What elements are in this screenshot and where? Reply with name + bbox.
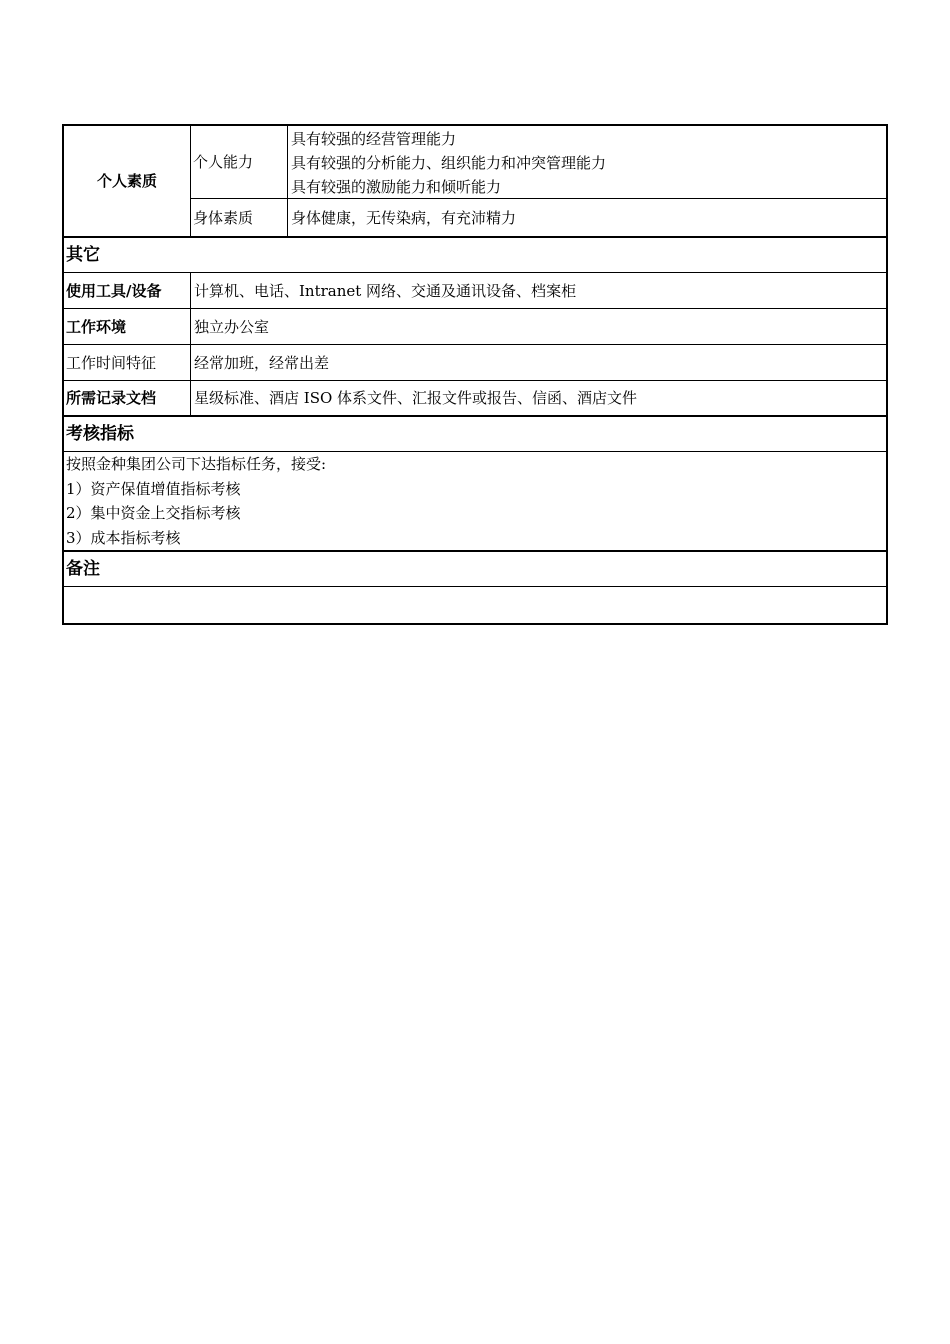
notes-section-title: 备注 (64, 552, 886, 587)
ability-line: 具有较强的分析能力、组织能力和冲突管理能力 (291, 153, 607, 172)
table-row (64, 345, 886, 381)
personal-quality-block (64, 126, 886, 238)
kpi-line: 2）集中资金上交指标考核 (66, 504, 241, 522)
ability-line: 具有较强的激励能力和倾听能力 (291, 177, 502, 196)
work-time-label: 工作时间特征 (64, 345, 191, 380)
physical-value: 身体健康，无传染病，有充沛精力 (291, 208, 517, 227)
personal-quality-label: 个人素质 (64, 126, 191, 236)
table-row (64, 381, 886, 417)
table-row (64, 273, 886, 309)
kpi-content (64, 452, 886, 552)
job-description-table (62, 124, 888, 625)
environment-value: 独立办公室 (194, 317, 270, 336)
work-time-value: 经常加班，经常出差 (194, 353, 330, 372)
ability-row (191, 126, 886, 199)
physical-row (191, 199, 886, 236)
notes-content (64, 587, 886, 623)
table-row (64, 309, 886, 345)
tools-label: 使用工具/设备 (64, 273, 191, 308)
kpi-line: 按照金种集团公司下达指标任务，接受: (66, 455, 327, 473)
ability-label: 个人能力 (191, 126, 288, 198)
kpi-line: 3）成本指标考核 (66, 528, 181, 547)
kpi-line: 1）资产保值增值指标考核 (66, 479, 241, 498)
documents-label: 所需记录文档 (64, 381, 191, 415)
environment-label: 工作环境 (64, 309, 191, 344)
personal-quality-details (191, 126, 886, 236)
documents-value: 星级标准、酒店 ISO 体系文件、汇报文件或报告、信函、酒店文件 (194, 389, 638, 407)
kpi-section-title: 考核指标 (64, 417, 886, 452)
ability-value (288, 126, 886, 198)
other-section-title: 其它 (64, 238, 886, 273)
tools-value: 计算机、电话、Intranet 网络、交通及通讯设备、档案柜 (194, 281, 577, 300)
physical-label: 身体素质 (191, 199, 288, 236)
ability-line: 具有较强的经营管理能力 (291, 129, 457, 148)
